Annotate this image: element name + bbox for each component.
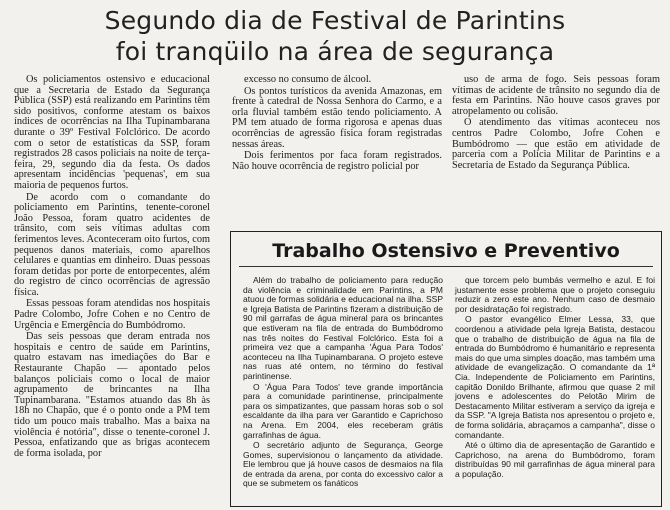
sidebar-paragraph: O 'Água Para Todos' teve grande importância para a comunidade parintinense, principalmente para os simpatizantes, que passam horas sob o sol escaldante da ilha para ver Garantido e Caprichoso na Arena. Em 2004, eles receberam grátis garrafinhas de água.	[243, 381, 443, 440]
article-paragraph: Essas pessoas foram atendidas nos hospitais Padre Colombo, Jofre Cohen e no Centro de Urgência e Emergência do Bumbódromo.	[14, 298, 210, 331]
sidebar-column-1	[243, 276, 443, 490]
sidebar-paragraph: Além do trabalho de policiamento para redução da violência e criminalidade em Parintins, a PM atuou de formas solidária e educacional na ilha. SSP e Igreja Batista de Parintins fizeram a distribuição de 90 mil garrafas de água mineral para os brincantes que estiveram na fila de entrada do Bumbódromo nas três noites do Festival Folclórico. Esta foi a primeira vez que a campanha 'Água Para Todos' aconteceu na Ilha Tupinambarana. O projeto esteve nas ruas até ontem, no término do festival parintinense.	[243, 275, 443, 381]
headline-line-2: foi tranqüilo na área de segurança	[115, 37, 555, 66]
headline-line-1: Segundo dia de Festival de Parintins	[104, 6, 566, 35]
article-paragraph: Das seis pessoas que deram entrada nos hospitais e centro de saúde em Parintins, quatro estavam nas imediações do Bar e Restaurante Chapão — apontado pelos balanços policiais como o local de maior agrupamento de brincantes na Ilha Tupinambarana. "Estamos atuando das 8h às 18h no Chapão, que é o ponto onde a PM tem tido um pouco mais trabalho. Mas a baixa na violência é notória", disse o tenente-coronel J. Pessoa, enfatizando que as brigas acontecem de forma isolada, por	[14, 331, 210, 459]
article-paragraph: De acordo com o comandante do policiamento em Parintins, tenente-coronel João Pessoa, foram quatro acidentes de trânsito, com seis vítimas adultas com ferimentos leves. Aconteceram oito furtos, com pequenos danos materiais, como aparelhos celulares e quantias em dinheiro. Duas pessoas foram detidas por porte de entorpecentes, além do registro de cinco ocorrências de agressão física.	[14, 191, 210, 298]
sidebar-paragraph: Até o último dia de apresentação de Garantido e Caprichoso, na arena do Bumbódromo, foram distribuídas 90 mil garrafinhas de água mineral para a população.	[455, 440, 655, 479]
sidebar-divider	[239, 266, 653, 267]
sidebar-paragraph: O pastor evangélico Elmer Lessa, 33, que coordenou a atividade pela Igreja Batista, destacou que o trabalho de distribuição de água na fila de entrada do Bumbódromo é humanitário e representa mais do que uma simples doação, mas também uma atividade de evangelização. O comandante da 1ª Cia. Independente de Policiamento em Parintins, capitão Donildo Brilhante, afirmou que quase 2 mil jovens e adolescentes do Pelotão Mirim de Destacamento Militar estiveram a serviço da igreja e da SSP. "A Igreja Batista nos apresentou o projeto e, de forma solidária, abraçamos a campanha", disse o comandante.	[455, 314, 655, 440]
sidebar-column-2	[455, 276, 655, 480]
article-paragraph: O atendimento das vítimas aconteceu nos centros Padre Colombo, Jofre Cohen e Bumbódromo — que estão em atividade de parceria com a Polícia Militar de Parintins e a Secretaria de Estado da Segurança Pública.	[452, 117, 660, 171]
article-paragraph: excesso no consumo de álcool.	[244, 74, 372, 85]
sidebar-paragraph: que torcem pelo bumbás vermelho e azul. E foi justamente esse problema que o projeto conseguiu reduzir a zero este ano. Nenhum caso de desmaio por desidratação foi registrado.	[455, 275, 655, 314]
article-column-1	[14, 75, 210, 460]
article-column-2	[232, 75, 442, 173]
sidebar-paragraph: O secretário adjunto de Segurança, George Gomes, supervisionou o lançamento da atividade. Ele lembrou que já houve casos de desmaios na fila de entrada da arena, por conta do excessivo calor a que se submetem os fanáticos	[243, 440, 443, 489]
sidebar-title: Trabalho Ostensivo e Preventivo	[272, 240, 620, 262]
article-column-3	[452, 75, 660, 172]
sidebar-box	[230, 231, 662, 507]
article-paragraph: Os pontos turísticos da avenida Amazonas, em frente à catedral de Nossa Senhora do Carmo, e a orla fluvial também estão tendo policiamento. A PM tem atuado de forma rigorosa e apenas duas ocorrências de agressão física foram registradas nessas áreas.	[232, 85, 442, 150]
article-paragraph: Dois ferimentos por faca foram registrados. Não houve ocorrência de registro policial por	[232, 150, 442, 172]
article-paragraph: Os policiamentos ostensivo e educacional que a Secretaria de Estado da Segurança Pública (SSP) está realizando em Parintins têm sido positivos, conforme atestam os baixos índices de ocorrências na Ilha Tupinambarana durante o 39º Festival Folclórico. De acordo com o setor de estatísticas da SSP, foram registrados 28 casos policiais na noite de terça-feira, 29, segundo dia da festa. Os dados apresentam incidências 'pequenas', em sua maioria de pequenos furtos.	[14, 74, 210, 191]
article-paragraph: uso de arma de fogo. Seis pessoas foram vítimas de acidente de trânsito no segundo dia de festa em Parintins. Não houve casos graves por atropelamento ou colisão.	[452, 74, 660, 117]
